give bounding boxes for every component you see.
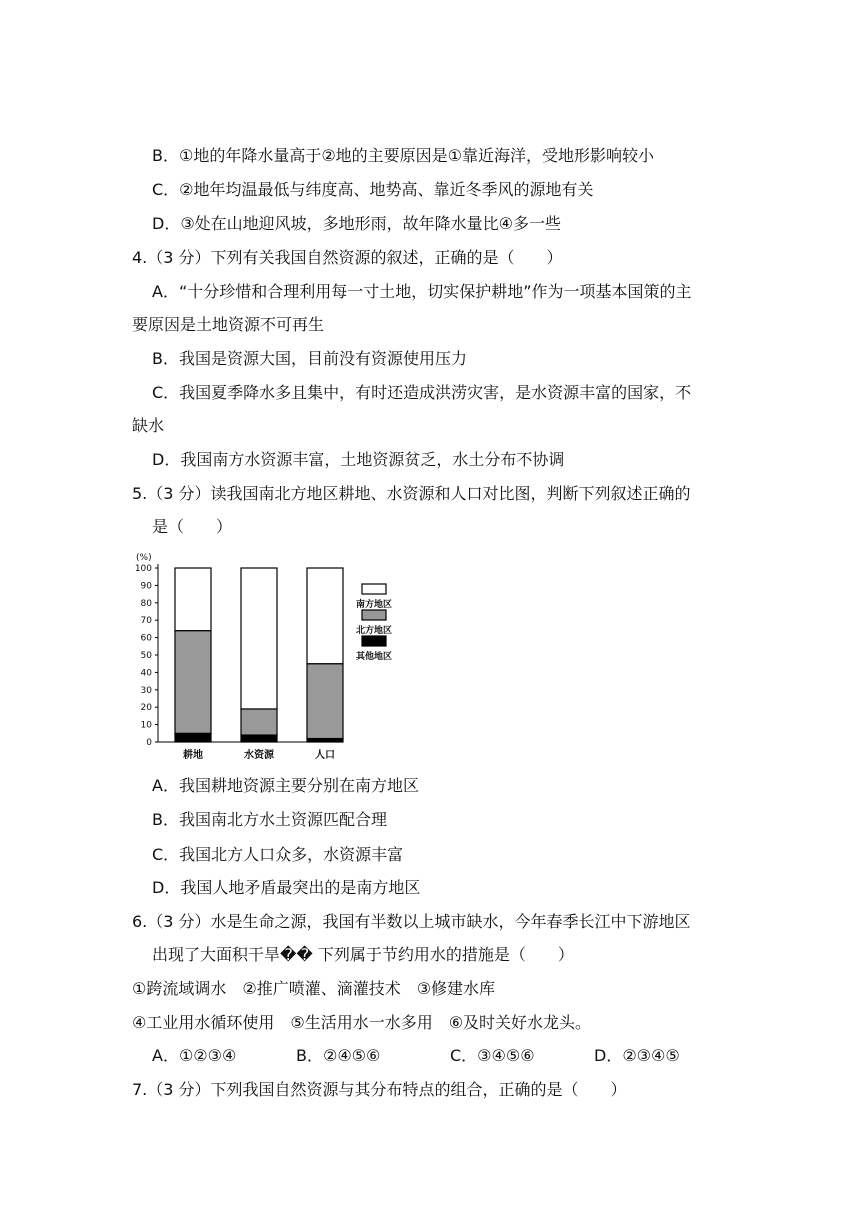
x-category-label: 水资源 (244, 750, 274, 761)
q5-option-a: A．我国耕地资源主要分别在南方地区 (152, 776, 419, 795)
y-tick-label: 60 (140, 633, 152, 644)
q5-stem-line1: 5.（3 分）读我国南北方地区耕地、水资源和人口对比图，判断下列叙述正确的 (132, 484, 691, 503)
y-tick-label: 90 (140, 581, 152, 592)
legend-swatch (362, 636, 386, 646)
bar-segment (241, 735, 277, 742)
q4-option-a-line1: A．“十分珍惜和合理利用每一寸土地，切实保护耕地”作为一项基本国策的主 (152, 282, 692, 301)
y-tick-label: 40 (140, 668, 152, 679)
q5-stem-line2: 是（ ） (152, 517, 233, 536)
resource-comparison-chart (128, 548, 408, 766)
legend-label: 南方地区 (355, 600, 393, 610)
y-tick-label: 30 (140, 685, 152, 696)
q6-statements-line2: ④工业用水循环使用 ⑤生活用水一水多用 ⑥及时关好水龙头。 (132, 1013, 592, 1032)
q6-stem-line1: 6.（3 分）水是生命之源，我国有半数以上城市缺水，今年春季长江中下游地区 (132, 912, 691, 931)
y-tick-label: 50 (140, 651, 152, 661)
y-axis-label: (%) (136, 553, 152, 563)
q5-option-b: B．我国南北方水土资源匹配合理 (152, 810, 387, 829)
legend-label: 北方地区 (355, 626, 393, 636)
y-tick-label: 70 (140, 616, 152, 627)
y-tick-label: 10 (140, 720, 152, 731)
q5-option-c: C．我国北方人口众多，水资源丰富 (152, 845, 404, 864)
q4-option-a-line2: 要原因是土地资源不可再生 (132, 315, 325, 334)
bar-segment (307, 568, 343, 664)
q4-stem: 4.（3 分）下列有关我国自然资源的叙述，正确的是（ ） (132, 248, 563, 267)
legend-label: 其他地区 (355, 652, 393, 662)
q6-option-d: D．②③④⑤ (594, 1046, 680, 1065)
q6-option-a: A．①②③④ (152, 1046, 237, 1065)
x-category-label: 人口 (315, 750, 335, 761)
x-category-label: 耕地 (183, 750, 203, 761)
bar-segment (175, 568, 211, 631)
q6-stem-line2: 出现了大面积干旱�� 下列属于节约用水的措施是（ ） (152, 945, 574, 964)
q6-options (152, 1044, 680, 1068)
bar-segment (241, 568, 277, 709)
y-tick-label: 80 (140, 598, 152, 609)
q4-option-c-line1: C．我国夏季降水多且集中，有时还造成洪涝灾害，是水资源丰富的国家，不 (152, 383, 692, 402)
y-tick-label: 0 (146, 738, 152, 748)
q5-option-d: D．我国人地矛盾最突出的是南方地区 (152, 878, 421, 897)
bar-segment (241, 709, 277, 735)
legend-swatch (362, 584, 386, 594)
bar-segment (175, 631, 211, 734)
q4-option-c-line2: 缺水 (132, 416, 165, 435)
y-tick-label: 20 (140, 703, 152, 714)
bar-segment (307, 664, 343, 739)
q7-stem: 7.（3 分）下列我国自然资源与其分布特点的组合，正确的是（ ） (132, 1080, 627, 1099)
bar-segment (175, 733, 211, 742)
legend-swatch (362, 610, 386, 620)
q3-option-b: B．①地的年降水量高于②地的主要原因是①靠近海洋，受地形影响较小 (152, 146, 655, 165)
y-tick-label: 100 (134, 564, 152, 574)
q6-option-c: C．③④⑤⑥ (450, 1046, 535, 1065)
q3-option-d: D．③处在山地迎风坡，多地形雨，故年降水量比④多一些 (152, 214, 562, 233)
q4-option-d: D．我国南方水资源丰富，土地资源贫乏，水土分布不协调 (152, 450, 565, 469)
q3-option-c: C．②地年均温最低与纬度高、地势高、靠近冬季风的源地有关 (152, 180, 594, 199)
q6-option-b: B．②④⑤⑥ (296, 1046, 381, 1065)
q6-statements-line1: ①跨流域调水 ②推广喷灌、滴灌技术 ③修建水库 (132, 979, 496, 998)
q4-option-b: B．我国是资源大国，目前没有资源使用压力 (152, 349, 467, 368)
